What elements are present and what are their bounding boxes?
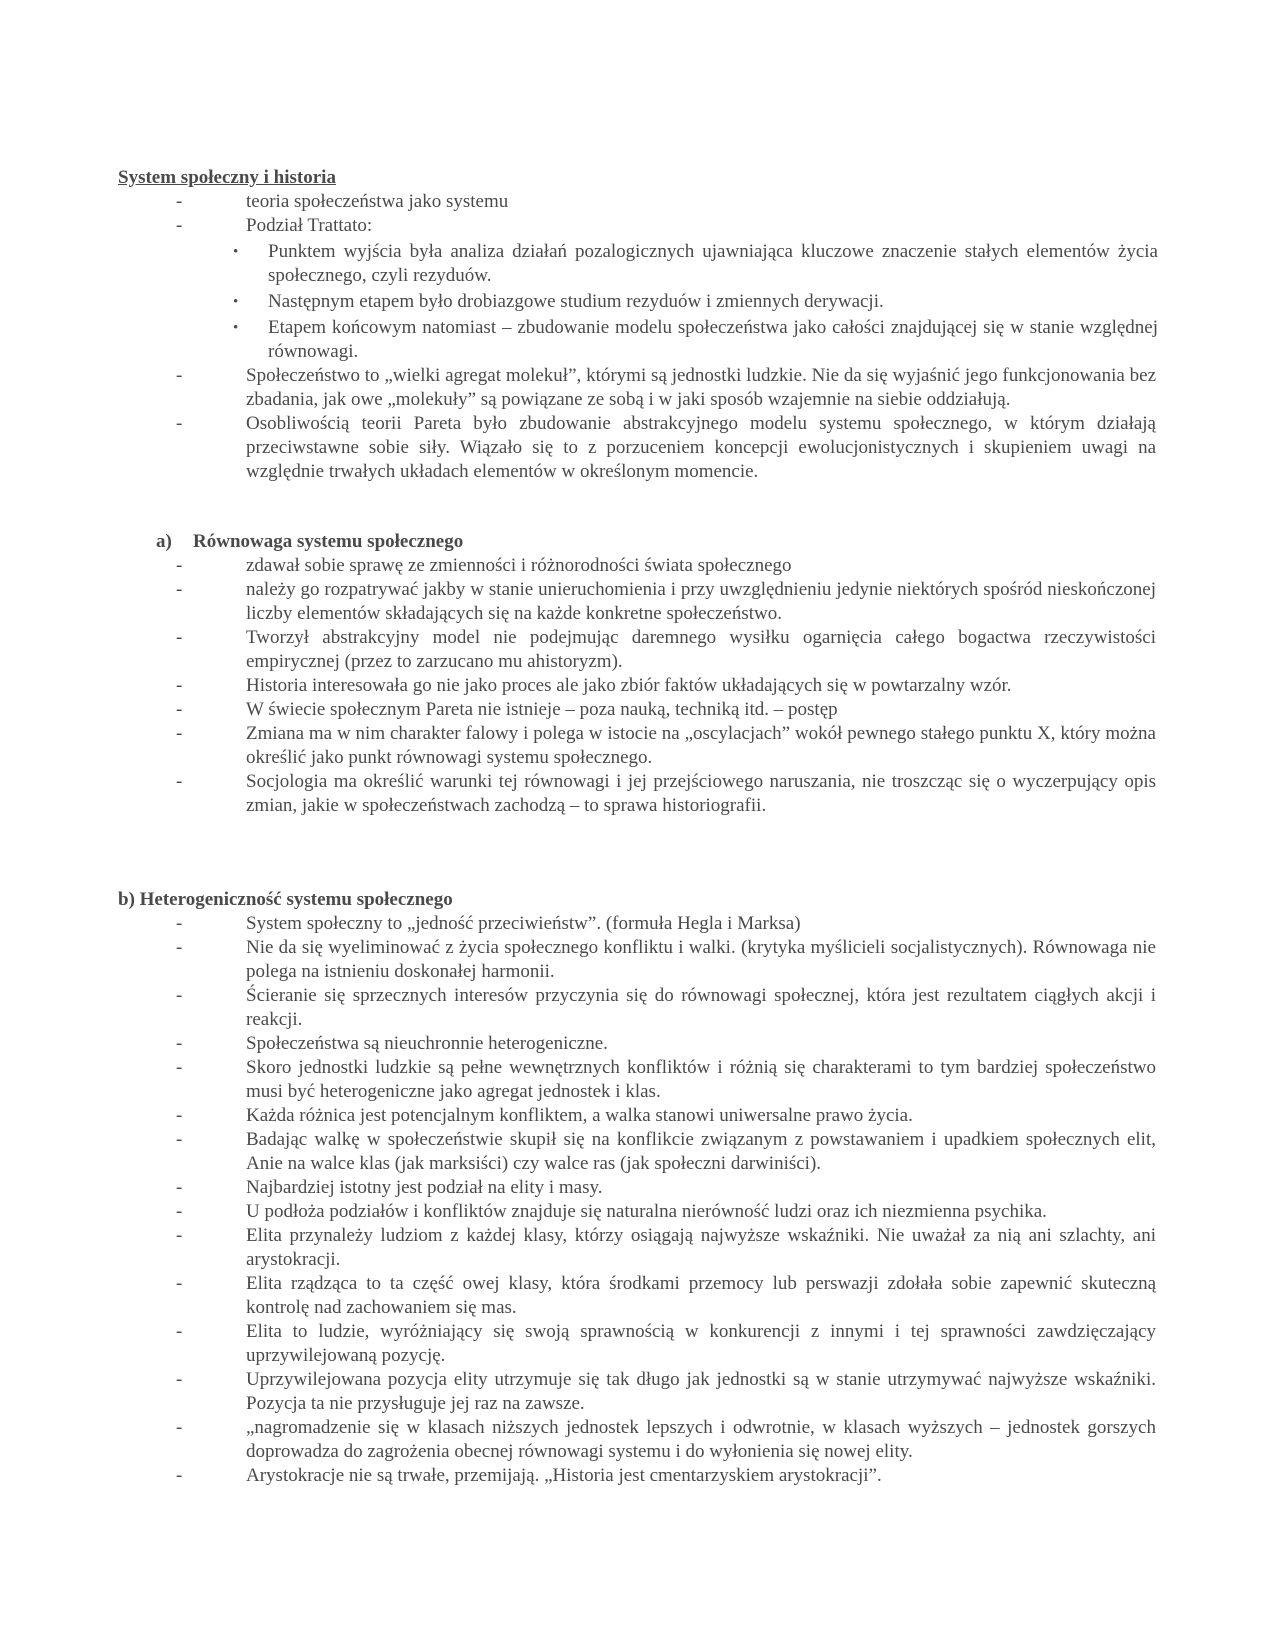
dash-marker: - [176, 1033, 183, 1054]
dash-marker: - [176, 985, 183, 1006]
list-item-text: Każda różnica jest potencjalnym konfliktem, a walka stanowi uniwersalne prawo życia. [246, 1105, 913, 1126]
list-item [118, 1464, 1158, 1488]
bullet-icon: • [233, 320, 239, 336]
list-item-text: Socjologia ma określić warunki tej równowagi i jej przejściowego naruszania, nie troszcząc się o wyczerpujący opis zmian, jakie w społeczeństwach zachodzą – to sprawa historiografii. [246, 771, 1156, 816]
list-item-text: System społeczny to „jedność przeciwieństw”. (formuła Hegla i Marksa) [246, 913, 801, 934]
dash-marker: - [176, 1465, 183, 1486]
dash-marker: - [176, 723, 183, 744]
list-item-text: W świecie społecznym Pareta nie istnieje – poza nauką, techniką itd. – postęp [246, 699, 838, 720]
dash-marker: - [176, 1177, 183, 1198]
document-body [118, 166, 1158, 1488]
list-item-text: Arystokracje nie są trwałe, przemijają. „Historia jest cmentarzyskiem arystokracji”. [246, 1465, 882, 1486]
list-item-text: Osobliwością teorii Pareta było zbudowanie abstrakcyjnego modelu systemu społecznego, w którym działają przeciwstawne sobie siły. Wiązało się to z porzuceniem koncepcji ewolucjonistycznych i skupieniem uwagi na względnie trwałych układach elementów w określonym momencie. [246, 413, 1156, 482]
section-heading-b: b) Heterogeniczność systemu społecznego [118, 889, 453, 910]
list-item-text: Społeczeństwo to „wielki agregat molekuł”, którymi są jednostki ludzkie. Nie da się wyjaśnić jego funkcjonowania bez zbadania, jak owe „molekuły” są powiązane ze sobą i w jaki sposób wzajemnie na siebie oddziałują. [246, 365, 1156, 410]
list-item [118, 1104, 1158, 1128]
list-item-text: Podział Trattato: [246, 215, 373, 236]
list-item-text: Historia interesowała go nie jako proces ale jako zbiór faktów układających się w powtarzalny wzór. [246, 675, 1012, 696]
list-item [118, 1416, 1158, 1464]
dash-marker: - [176, 1225, 183, 1246]
dash-marker: - [176, 1129, 183, 1150]
list-item-text: Skoro jednostki ludzkie są pełne wewnętrznych konfliktów i różnią się charakterami to tym bardziej społeczeństwo musi być heterogeniczne jako agregat jednostek i klas. [246, 1057, 1156, 1102]
list-item [118, 412, 1158, 484]
list-item-text: Społeczeństwa są nieuchronnie heterogeniczne. [246, 1033, 608, 1054]
list-item [118, 1368, 1158, 1416]
list-item-text: zdawał sobie sprawę ze zmienności i różnorodności świata społecznego [246, 555, 792, 576]
list-item-text: Uprzywilejowana pozycja elity utrzymuje się tak długo jak jednostki są w stanie utrzymywać najwyższe wskaźniki. Pozycja ta nie przysługuje jej raz na zawsze. [246, 1369, 1156, 1414]
dash-marker: - [176, 1057, 183, 1078]
section-title: System społeczny i historia [118, 167, 336, 188]
list-item [118, 1176, 1158, 1200]
list-item [118, 1272, 1158, 1320]
list-item [118, 214, 1158, 238]
list-item [118, 912, 1158, 936]
list-item-text: Tworzył abstrakcyjny model nie podejmując daremnego wysiłku ogarnięcia całego bogactwa rzeczywistości empirycznej (przez to zarzucano mu ahistoryzm). [246, 627, 1156, 672]
list-item-text: Najbardziej istotny jest podział na elity i masy. [246, 1177, 603, 1198]
dash-marker: - [176, 1321, 183, 1342]
bullet-item [118, 290, 1158, 314]
list-item-text: Elita przynależy ludziom z każdej klasy, którzy osiągają najwyższe wskaźniki. Nie uważał za nią ani szlachty, ani arystokracji. [246, 1225, 1156, 1270]
dash-marker: - [176, 215, 183, 236]
list-item [118, 364, 1158, 412]
list-item [118, 1032, 1158, 1056]
list-item [118, 698, 1158, 722]
list-item-text: Elita to ludzie, wyróżniający się swoją sprawnością w konkurencji z innymi i tej sprawności zawdzięczający uprzywilejowaną pozycję. [246, 1321, 1156, 1366]
heading-letter: a) [156, 531, 172, 552]
dash-marker: - [176, 1369, 183, 1390]
dash-marker: - [176, 771, 183, 792]
list-item [118, 626, 1158, 674]
list-item [118, 984, 1158, 1032]
list-item [118, 190, 1158, 214]
list-item-text: Elita rządząca to ta część owej klasy, która środkami przemocy lub perswazji zdołała sobie zapewnić skuteczną kontrolę nad zachowaniem się mas. [246, 1273, 1156, 1318]
dash-marker: - [176, 1417, 183, 1438]
list-item [118, 578, 1158, 626]
bullet-item-text: Punktem wyjścia była analiza działań pozalogicznych ujawniająca kluczowe znaczenie stałych elementów życia społecznego, czyli rezyduów. [268, 241, 1158, 286]
dash-marker: - [176, 413, 183, 434]
list-item-text: „nagromadzenie się w klasach niższych jednostek lepszych i odwrotnie, w klasach wyższych – jednostek gorszych doprowadza do zagrożenia obecnej równowagi systemu i do wyłonienia się nowej elity. [246, 1417, 1156, 1462]
list-item [118, 770, 1158, 818]
bullet-item [118, 240, 1158, 288]
dash-marker: - [176, 579, 183, 600]
dash-list [118, 364, 1158, 484]
list-item-text: Ścieranie się sprzecznych interesów przyczynia się do równowagi społecznej, która jest rezultatem ciągłych akcji i reakcji. [246, 985, 1156, 1030]
section-heading-a [118, 530, 1158, 554]
dash-list [118, 190, 1158, 238]
dash-marker: - [176, 555, 183, 576]
dash-marker: - [176, 627, 183, 648]
list-item [118, 936, 1158, 984]
dash-marker: - [176, 191, 183, 212]
dash-marker: - [176, 365, 183, 386]
list-item-text: teoria społeczeństwa jako systemu [246, 191, 509, 212]
dash-marker: - [176, 1273, 183, 1294]
list-item [118, 1200, 1158, 1224]
list-item-text: U podłoża podziałów i konfliktów znajduje się naturalna nierówność ludzi oraz ich niezmienna psychika. [246, 1201, 1047, 1222]
dash-marker: - [176, 937, 183, 958]
list-item [118, 1320, 1158, 1368]
list-item [118, 1224, 1158, 1272]
list-item [118, 1056, 1158, 1104]
bullet-icon: • [233, 294, 239, 310]
dash-list [118, 912, 1158, 1488]
bullet-item [118, 316, 1158, 364]
bullet-item-text: Etapem końcowym natomiast – zbudowanie modelu społeczeństwa jako całości znajdującej się w stanie względnej równowagi. [268, 317, 1158, 362]
dash-marker: - [176, 675, 183, 696]
dash-marker: - [176, 1201, 183, 1222]
list-item-text: należy go rozpatrywać jakby w stanie unieruchomienia i przy uwzględnieniu jedynie niektórych spośród nieskończonej liczby elementów składających się na każde konkretne społeczeństwo. [246, 579, 1156, 624]
list-item-text: Nie da się wyeliminować z życia społecznego konfliktu i walki. (krytyka myślicieli socjalistycznych). Równowaga nie polega na istnieniu doskonałej harmonii. [246, 937, 1156, 982]
list-item [118, 674, 1158, 698]
list-item [118, 554, 1158, 578]
list-item [118, 722, 1158, 770]
dash-marker: - [176, 699, 183, 720]
list-item-text: Badając walkę w społeczeństwie skupił się na konflikcie związanym z powstawaniem i upadkiem społecznych elit, Anie na walce klas (jak marksiści) czy walce ras (jak społeczni darwiniści). [246, 1129, 1156, 1174]
bullet-item-text: Następnym etapem było drobiazgowe studium rezyduów i zmiennych derywacji. [268, 291, 884, 312]
dash-list [118, 554, 1158, 818]
bullet-icon: • [233, 244, 239, 260]
heading-text: Równowaga systemu społecznego [193, 531, 464, 552]
bullet-list [118, 240, 1158, 364]
dash-marker: - [176, 1105, 183, 1126]
dash-marker: - [176, 913, 183, 934]
list-item [118, 1128, 1158, 1176]
list-item-text: Zmiana ma w nim charakter falowy i polega w istocie na „oscylacjach” wokół pewnego stałego punktu X, który można określić jako punkt równowagi systemu społecznego. [246, 723, 1156, 768]
